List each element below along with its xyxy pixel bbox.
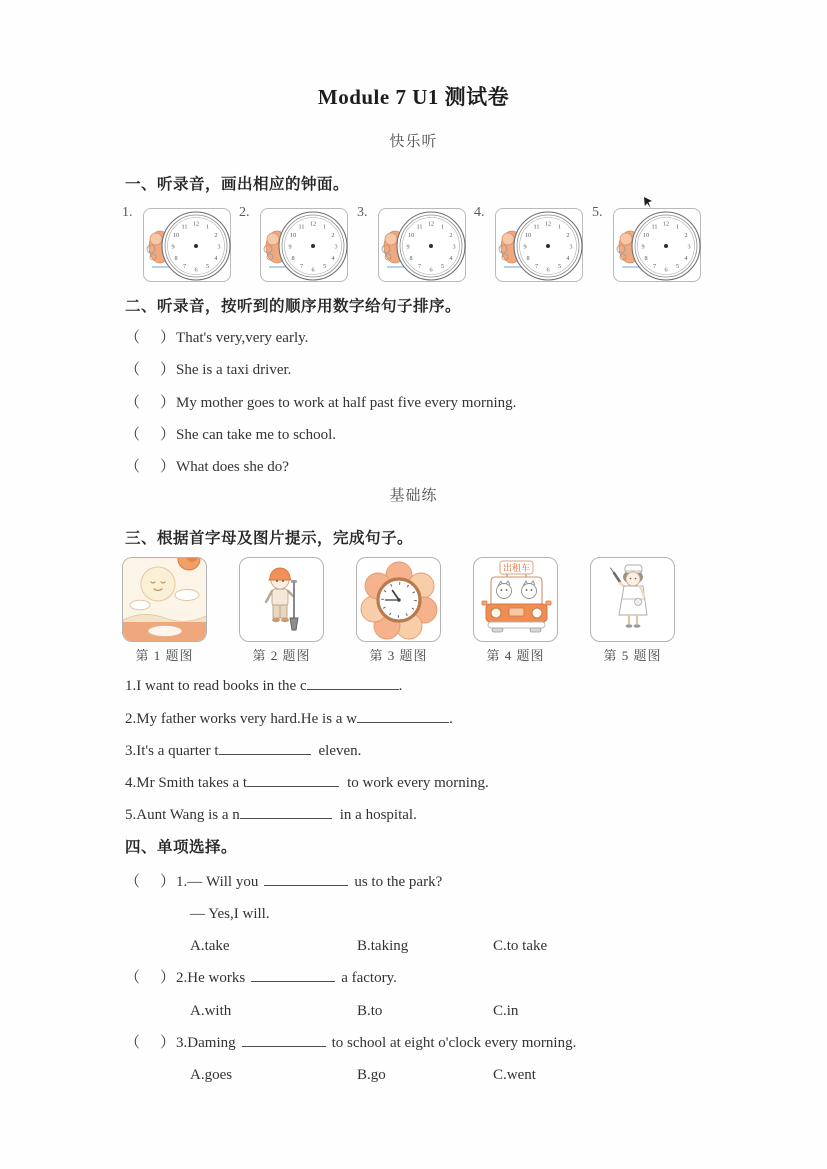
sentence-text: 2.My father works very hard.He is a w [125, 710, 358, 727]
fill-in-sentence [0, 735, 827, 767]
question-text: us to the park? [354, 873, 443, 890]
clock-item-number: 5. [592, 205, 603, 220]
answer-blank [307, 676, 399, 690]
picture-box [473, 557, 558, 642]
question-text: 2.He works [176, 970, 246, 987]
sequence-item [0, 451, 827, 483]
sentence-text: 1.I want to read books in the c [125, 678, 307, 695]
moon-evening-scene-illustration [123, 558, 207, 642]
sequence-sentence: What does she do? [176, 459, 289, 476]
svg-text:11: 11 [416, 223, 423, 231]
mcq-question [0, 1027, 827, 1059]
svg-text:5: 5 [557, 263, 562, 271]
picture-caption: 第 3 题图 [369, 648, 428, 664]
answer-blank [240, 805, 332, 819]
blank-clock-face-illustration [261, 209, 349, 283]
fill-in-sentence [0, 767, 827, 799]
svg-text:1: 1 [205, 223, 210, 231]
option-c: C.to take [493, 938, 548, 955]
answer-blank [264, 872, 348, 886]
answer-bracket-open: （ [125, 1034, 141, 1051]
part1-heading: 一、听录音，画出相应的钟面。 [125, 176, 350, 193]
part3-heading: 三、根据首字母及图片提示，完成句子。 [125, 530, 414, 548]
clock-item-3 [357, 204, 469, 294]
svg-text:1: 1 [557, 223, 562, 231]
fill-in-sentence [0, 799, 827, 831]
svg-text:6: 6 [194, 266, 198, 274]
taxi-sign-text: 出租车 [502, 563, 531, 574]
blank-clock-face-illustration [496, 209, 584, 283]
clock-answer-box [495, 208, 583, 282]
followup-text: — Yes,I will. [190, 905, 270, 922]
taxi-illustration [474, 558, 558, 642]
option-b: B.to [357, 1002, 383, 1019]
picture-caption: 第 1 题图 [135, 648, 194, 664]
banner-basic-practice: 基础练 [389, 488, 438, 505]
fill-in-sentence [0, 670, 827, 702]
part4-heading: 四、单项选择。 [125, 838, 238, 856]
svg-text:7: 7 [534, 263, 539, 271]
svg-text:10: 10 [642, 231, 650, 239]
svg-text:8: 8 [409, 254, 413, 262]
picture-caption: 第 2 题图 [252, 648, 311, 664]
svg-text:2: 2 [684, 231, 688, 239]
option-b: B.taking [357, 938, 409, 955]
picture-caption: 第 4 题图 [486, 648, 545, 664]
sequence-sentence: She can take me to school. [176, 426, 336, 443]
svg-text:3: 3 [687, 243, 691, 251]
sequence-sentence: She is a taxi driver. [176, 362, 292, 379]
clock-answer-box [143, 208, 231, 282]
svg-text:6: 6 [546, 266, 550, 274]
svg-text:12: 12 [427, 220, 435, 228]
option-a: A.with [190, 1002, 232, 1019]
answer-bracket-open: （ [125, 459, 141, 476]
svg-text:1: 1 [440, 223, 445, 231]
svg-text:10: 10 [407, 231, 415, 239]
blank-clock-face-illustration [614, 209, 702, 283]
mcq-question [0, 866, 827, 898]
svg-text:10: 10 [172, 231, 180, 239]
svg-text:1: 1 [675, 223, 680, 231]
clock-item-number: 2. [239, 205, 250, 220]
svg-text:6: 6 [429, 266, 433, 274]
svg-text:5: 5 [440, 263, 445, 271]
clock-item-5 [592, 204, 704, 294]
svg-text:11: 11 [298, 223, 305, 231]
svg-text:4: 4 [449, 254, 453, 262]
answer-bracket-close: ） [160, 873, 176, 890]
svg-text:4: 4 [684, 254, 688, 262]
clock-answer-box [260, 208, 348, 282]
svg-text:2: 2 [566, 231, 570, 239]
blank-clock-face-illustration [144, 209, 232, 283]
svg-text:1: 1 [322, 223, 327, 231]
svg-text:4: 4 [214, 254, 218, 262]
multiple-choice-list [0, 866, 827, 1092]
cursor-mark [643, 196, 654, 209]
banner-happy-listening: 快乐听 [389, 134, 438, 150]
flower-clock-illustration [357, 558, 441, 642]
svg-text:8: 8 [174, 254, 178, 262]
sentence-text: 5.Aunt Wang is a n [125, 807, 240, 824]
answer-bracket-close: ） [160, 970, 176, 987]
answer-bracket-open: （ [125, 970, 141, 987]
svg-text:5: 5 [205, 263, 210, 271]
svg-text:9: 9 [523, 243, 527, 251]
svg-text:7: 7 [299, 263, 304, 271]
question-text: 1.— Will you [176, 873, 259, 890]
sentence-text: 3.It's a quarter t [125, 742, 219, 759]
fill-in-list [0, 670, 827, 831]
svg-text:4: 4 [566, 254, 570, 262]
nurse-illustration [591, 558, 675, 642]
sequence-item [0, 322, 827, 354]
svg-text:4: 4 [331, 254, 335, 262]
part2-heading: 二、听录音，按听到的顺序用数字给句子排序。 [125, 298, 462, 315]
answer-blank [242, 1033, 326, 1047]
picture-item-5 [590, 557, 675, 664]
svg-text:12: 12 [662, 220, 670, 228]
picture-item-4 [473, 557, 558, 664]
sentence-text: . [398, 678, 403, 695]
fill-in-sentence [0, 703, 827, 735]
clock-item-4 [474, 204, 586, 294]
clock-item-1 [122, 204, 234, 294]
svg-text:3: 3 [217, 243, 221, 251]
picture-box [356, 557, 441, 642]
option-c: C.in [493, 1002, 519, 1019]
sentence-text: . [449, 710, 453, 727]
sentence-text: eleven. [318, 742, 362, 759]
svg-text:11: 11 [181, 223, 188, 231]
picture-box [239, 557, 324, 642]
clock-row [122, 204, 827, 294]
svg-text:9: 9 [288, 243, 292, 251]
sequence-list [0, 322, 827, 483]
svg-text:2: 2 [214, 231, 218, 239]
mcq-question [0, 962, 827, 994]
svg-text:11: 11 [651, 223, 658, 231]
answer-bracket-open: （ [125, 426, 141, 443]
svg-text:7: 7 [417, 263, 422, 271]
svg-text:7: 7 [182, 263, 187, 271]
svg-text:8: 8 [526, 254, 530, 262]
answer-bracket-close: ） [160, 426, 176, 443]
sequence-sentence: That's very,very early. [176, 330, 309, 346]
question-text: to school at eight o'clock every morning. [331, 1034, 577, 1051]
svg-text:10: 10 [289, 231, 297, 239]
svg-text:9: 9 [406, 243, 410, 251]
blank-clock-face-illustration [379, 209, 467, 283]
sequence-item [0, 354, 827, 386]
svg-text:2: 2 [331, 231, 335, 239]
svg-text:3: 3 [452, 243, 456, 251]
svg-text:7: 7 [652, 263, 657, 271]
picture-row [122, 557, 827, 663]
picture-box [590, 557, 675, 642]
answer-blank [247, 773, 339, 787]
answer-bracket-close: ） [160, 394, 176, 411]
option-a: A.goes [190, 1067, 233, 1084]
picture-item-3 [356, 557, 441, 664]
picture-item-2 [239, 557, 324, 664]
answer-bracket-close: ） [160, 330, 176, 346]
picture-caption: 第 5 题图 [603, 648, 662, 664]
svg-text:8: 8 [291, 254, 295, 262]
clock-answer-box [378, 208, 466, 282]
answer-bracket-open: （ [125, 330, 141, 346]
mcq-options [0, 995, 827, 1027]
svg-text:9: 9 [641, 243, 645, 251]
clock-item-2 [239, 204, 351, 294]
page-title: Module 7 U1 测试卷 [317, 85, 510, 109]
answer-bracket-open: （ [125, 873, 141, 890]
svg-text:3: 3 [569, 243, 573, 251]
svg-text:9: 9 [171, 243, 175, 251]
answer-blank [357, 709, 449, 723]
picture-item-1 [122, 557, 207, 664]
mcq-followup [0, 898, 827, 930]
picture-box [122, 557, 207, 642]
svg-text:8: 8 [644, 254, 648, 262]
answer-blank [219, 741, 311, 755]
mcq-options [0, 1059, 827, 1091]
svg-text:5: 5 [675, 263, 680, 271]
clock-item-number: 4. [474, 205, 485, 220]
sentence-text: to work every morning. [347, 775, 489, 792]
answer-bracket-close: ） [160, 1034, 176, 1051]
svg-text:12: 12 [544, 220, 552, 228]
sentence-text: 4.Mr Smith takes a t [125, 775, 248, 792]
answer-bracket-open: （ [125, 394, 141, 411]
option-c: C.went [493, 1067, 536, 1084]
answer-bracket-open: （ [125, 362, 141, 379]
question-text: 3.Daming [176, 1034, 236, 1051]
sequence-sentence: My mother goes to work at half past five every morning. [176, 394, 517, 411]
svg-text:2: 2 [449, 231, 453, 239]
clock-answer-box [613, 208, 701, 282]
svg-text:6: 6 [664, 266, 668, 274]
svg-text:11: 11 [533, 223, 540, 231]
question-text: a factory. [341, 970, 397, 987]
sentence-text: in a hospital. [339, 807, 417, 824]
sequence-item [0, 419, 827, 451]
option-a: A.take [190, 938, 230, 955]
answer-bracket-close: ） [160, 459, 176, 476]
worker-with-shovel-illustration [240, 558, 324, 642]
clock-item-number: 1. [122, 205, 133, 220]
svg-text:12: 12 [309, 220, 317, 228]
clock-item-number: 3. [357, 205, 368, 220]
answer-bracket-close: ） [160, 362, 176, 379]
sequence-item [0, 387, 827, 419]
mcq-options [0, 930, 827, 962]
svg-text:12: 12 [192, 220, 200, 228]
answer-blank [251, 968, 335, 982]
svg-text:3: 3 [334, 243, 338, 251]
svg-text:6: 6 [311, 266, 315, 274]
svg-text:5: 5 [322, 263, 327, 271]
option-b: B.go [357, 1067, 386, 1084]
svg-text:10: 10 [524, 231, 532, 239]
